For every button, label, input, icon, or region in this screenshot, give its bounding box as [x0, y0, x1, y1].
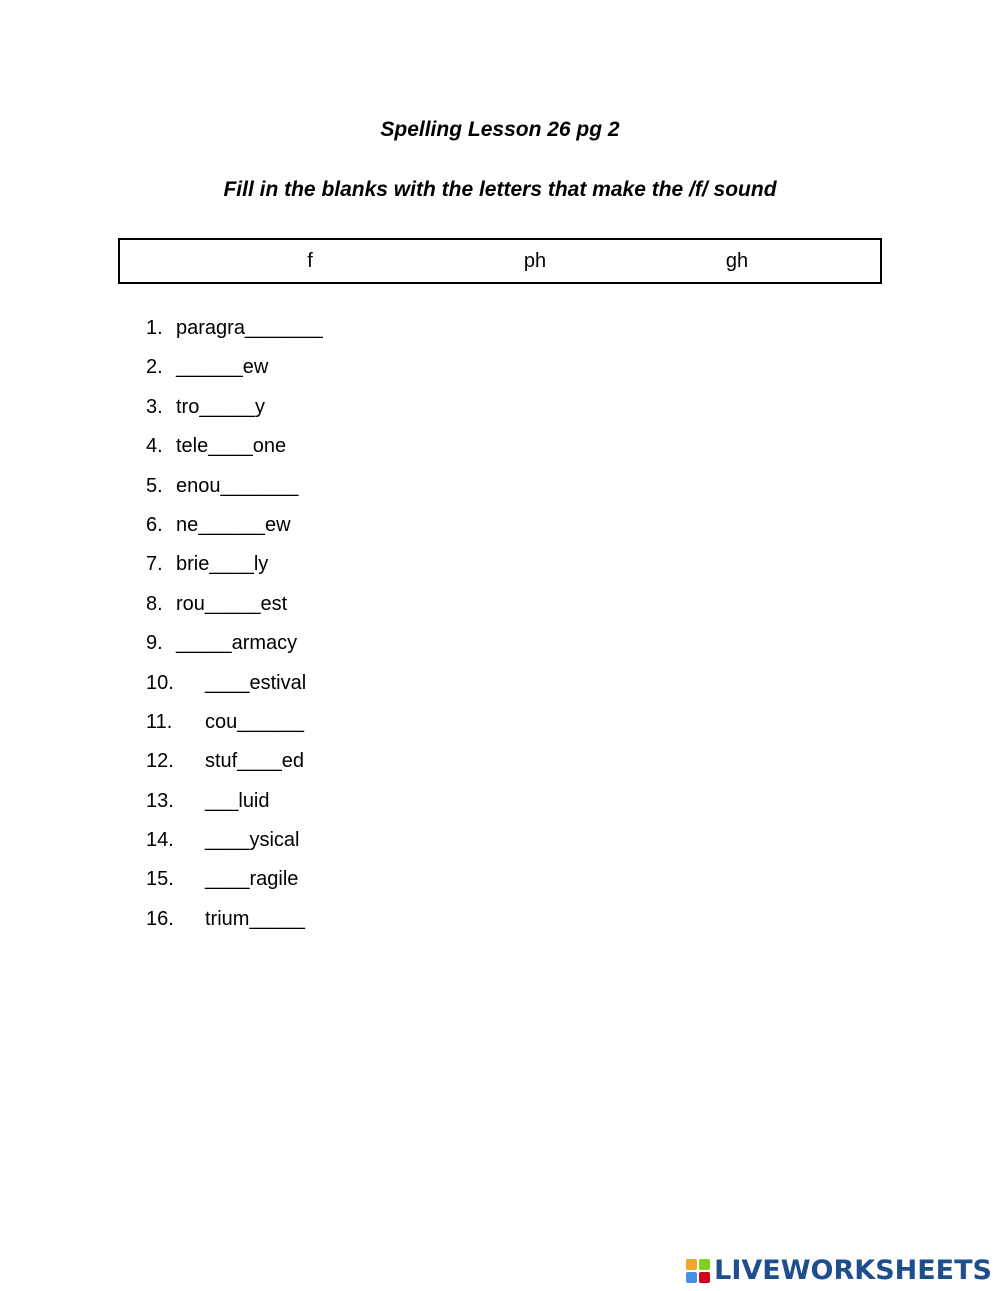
item-number: 11. [146, 710, 173, 733]
instructions: Fill in the blanks with the letters that make the /f/ sound [223, 178, 777, 201]
item-number: 8. [146, 592, 163, 615]
exercise-item [0, 511, 1000, 550]
logo-tile-v [686, 1272, 697, 1283]
exercise-item [0, 629, 1000, 668]
word-bank-option-gh: gh [725, 250, 749, 272]
item-word[interactable]: ______ew [176, 356, 269, 379]
word-bank-option-f: f [307, 250, 313, 272]
logo-mark-icon [686, 1259, 710, 1283]
item-number: 5. [146, 474, 163, 497]
logo-tile-e [699, 1272, 710, 1283]
item-word[interactable]: ___luid [205, 789, 270, 812]
item-number: 12. [146, 750, 174, 773]
item-number: 14. [146, 829, 174, 852]
exercise-item [0, 708, 1000, 747]
item-word[interactable]: trium_____ [205, 907, 306, 930]
exercise-item [0, 865, 1000, 904]
word-bank-option-ph: ph [523, 250, 547, 272]
exercise-item [0, 669, 1000, 708]
item-word[interactable]: brie____ly [176, 553, 269, 576]
item-number: 9. [146, 632, 163, 655]
item-word[interactable]: ____estival [205, 671, 307, 694]
exercise-item [0, 747, 1000, 786]
exercise-item [0, 590, 1000, 629]
exercise-item [0, 905, 1000, 944]
item-word[interactable]: tele____one [176, 435, 287, 458]
exercise-item [0, 393, 1000, 432]
item-word[interactable]: enou_______ [176, 474, 299, 497]
item-number: 16. [146, 907, 174, 930]
exercise-item [0, 787, 1000, 826]
item-word[interactable]: stuf____ed [205, 750, 304, 773]
logo-tile-i [699, 1259, 710, 1270]
exercise-list [0, 314, 1000, 944]
word-bank-box [118, 238, 882, 284]
item-word[interactable]: rou_____est [176, 592, 288, 615]
item-number: 13. [146, 789, 174, 812]
item-word[interactable]: ____ysical [205, 829, 300, 852]
page-title: Spelling Lesson 26 pg 2 [380, 118, 620, 141]
logo-tile-l [686, 1259, 697, 1270]
item-word[interactable]: paragra_______ [176, 317, 323, 339]
item-word[interactable]: ne______ew [176, 513, 291, 536]
item-number: 7. [146, 553, 163, 576]
exercise-item [0, 314, 1000, 353]
item-number: 15. [146, 868, 174, 891]
logo-text: LIVEWORKSHEETS [714, 1255, 992, 1286]
item-word[interactable]: tro_____y [176, 395, 265, 418]
exercise-item [0, 472, 1000, 511]
item-word[interactable]: cou______ [205, 710, 304, 733]
item-number: 3. [146, 395, 163, 418]
exercise-item [0, 432, 1000, 471]
exercise-item [0, 550, 1000, 589]
item-number: 1. [146, 317, 163, 339]
item-number: 2. [146, 356, 163, 379]
item-number: 10. [146, 671, 174, 694]
item-word[interactable]: _____armacy [176, 632, 298, 655]
liveworksheets-logo [686, 1253, 992, 1289]
exercise-item [0, 353, 1000, 392]
item-word[interactable]: ____ragile [205, 868, 299, 891]
exercise-item [0, 826, 1000, 865]
item-number: 6. [146, 513, 163, 536]
item-number: 4. [146, 435, 163, 458]
